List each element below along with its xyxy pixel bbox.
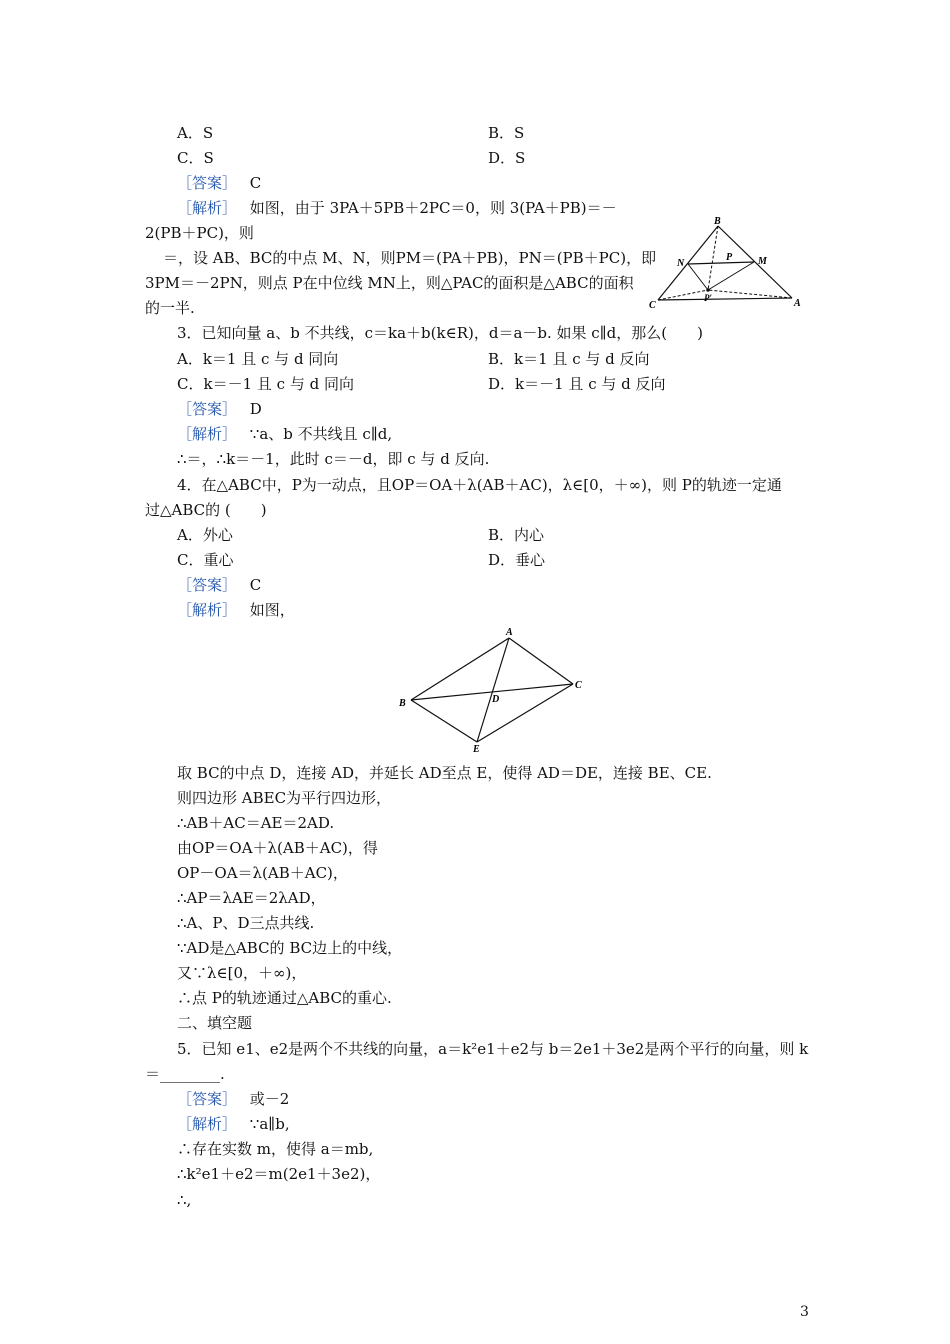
q2-answer: C bbox=[249, 174, 262, 192]
answer-tag: ［答案］ bbox=[177, 400, 238, 418]
q3-option-c: C．k＝－1 且 c 与 d 同向 bbox=[177, 375, 354, 393]
q4-step-8: ∵AD是△ABC的 BC边上的中线， bbox=[177, 939, 403, 957]
q2-analysis-line1: 如图，由于 3PA＋5PB＋2PC＝0，则 3(PA＋PB)＝－ bbox=[249, 199, 617, 217]
parallelogram-figure bbox=[395, 624, 595, 754]
q3-option-b: B．k＝1 且 c 与 d 反向 bbox=[488, 350, 650, 368]
q4-step-6: ∴AP＝λAE＝2λAD， bbox=[177, 889, 326, 907]
q3-analysis-line1: ∵a、b 不共线且 c∥d, bbox=[249, 425, 393, 443]
edge-ab bbox=[411, 638, 509, 700]
q2-analysis-row bbox=[177, 198, 617, 218]
label-c: C bbox=[575, 680, 582, 691]
page-number: 3 bbox=[800, 1304, 809, 1320]
label-p: P bbox=[726, 252, 733, 263]
segment-pm bbox=[708, 262, 754, 290]
q2-analysis-line3: ＝，设 AB、BC的中点 M、N，则PM＝(PA＋PB)，PN＝(PB＋PC)，即 bbox=[163, 249, 657, 267]
q5-stem-line1: 5．已知 e1、e2是两个不共线的向量，a＝k²e1＋e2与 b＝2e1＋3e2是两个平行的向量，则 k bbox=[177, 1040, 809, 1058]
q3-answer: D bbox=[249, 400, 262, 418]
q3-analysis-line2: ∴＝，∴k＝－1，此时 c＝－d，即 c 与 d 反向. bbox=[177, 450, 490, 468]
q4-stem-line2: 过△ABC的 ( ) bbox=[145, 501, 267, 519]
label-a: A bbox=[506, 627, 513, 638]
q2-option-d: D．S bbox=[488, 149, 526, 167]
edge-ce bbox=[477, 684, 573, 742]
answer-tag: ［答案］ bbox=[177, 174, 238, 192]
q2-analysis-line4: 3PM＝－2PN，则点 P在中位线 MN上，则△PAC的面积是△ABC的面积 bbox=[145, 274, 634, 292]
midline-nm bbox=[688, 262, 754, 264]
q4-step-10: ∴点 P的轨迹通过△ABC的重心. bbox=[177, 989, 392, 1007]
triangle-figure bbox=[648, 214, 808, 310]
q2-answer-row bbox=[177, 173, 261, 193]
q4-option-c: C．重心 bbox=[177, 551, 234, 569]
q5-analysis-line1: ∵a∥b, bbox=[249, 1115, 290, 1133]
q2-option-c: C．S bbox=[177, 149, 214, 167]
label-a: A bbox=[794, 298, 801, 309]
label-b: B bbox=[399, 698, 406, 709]
q5-analysis-line2: ∴存在实数 m，使得 a＝mb, bbox=[177, 1140, 374, 1158]
label-b: B bbox=[714, 216, 721, 227]
q4-step-7: ∴A、P、D三点共线. bbox=[177, 914, 315, 932]
label-c: C bbox=[649, 300, 656, 310]
point-p-prime bbox=[706, 288, 710, 292]
q4-step-3: ∴AB＋AC＝AE＝2AD. bbox=[177, 814, 335, 832]
label-e: E bbox=[473, 744, 480, 754]
q3-answer-row bbox=[177, 399, 262, 419]
diagonal-ae bbox=[477, 638, 509, 742]
analysis-tag: ［解析］ bbox=[177, 425, 238, 443]
q5-analysis-line3: ∴k²e1＋e2＝m(2e1＋3e2)， bbox=[177, 1165, 381, 1183]
label-d: D bbox=[492, 694, 500, 705]
analysis-tag: ［解析］ bbox=[177, 199, 238, 217]
q5-stem-line2: ＝________. bbox=[145, 1065, 225, 1083]
q2-option-b: B．S bbox=[488, 124, 525, 142]
q5-answer-row bbox=[177, 1089, 289, 1109]
q3-option-a: A．k＝1 且 c 与 d 同向 bbox=[177, 350, 339, 368]
q3-option-d: D．k＝－1 且 c 与 d 反向 bbox=[488, 375, 666, 393]
q4-step-9: 又∵λ∈[0，＋∞)， bbox=[177, 964, 307, 982]
q5-answer: 或－2 bbox=[249, 1090, 290, 1108]
q4-option-b: B．内心 bbox=[488, 526, 545, 544]
q3-stem: 3．已知向量 a、b 不共线，c＝ka＋b(k∈R)，d＝a－b. 如果 c∥d，那么( ) bbox=[177, 324, 703, 342]
q4-stem-line1: 4．在△ABC中，P为一动点，且OP＝OA＋λ(AB＋AC)，λ∈[0，＋∞)，则 P的轨迹一定通 bbox=[177, 476, 782, 494]
segment-ap bbox=[708, 290, 792, 298]
label-n: N bbox=[677, 258, 685, 269]
segment-np bbox=[688, 264, 708, 290]
q4-figure-intro: 如图， bbox=[249, 601, 295, 619]
q4-answer-row bbox=[177, 575, 261, 595]
q2-option-a: A．S bbox=[177, 124, 214, 142]
analysis-tag: ［解析］ bbox=[177, 1115, 238, 1133]
q5-analysis-row bbox=[177, 1114, 290, 1134]
edge-ac bbox=[509, 638, 573, 684]
q2-analysis-line5: 的一半. bbox=[145, 299, 195, 317]
q3-analysis-row bbox=[177, 424, 392, 444]
edge-ca bbox=[658, 298, 792, 300]
analysis-tag: ［解析］ bbox=[177, 601, 238, 619]
label-m: M bbox=[758, 256, 767, 267]
answer-tag: ［答案］ bbox=[177, 1090, 238, 1108]
q4-option-a: A．外心 bbox=[177, 526, 233, 544]
q4-option-d: D．垂心 bbox=[488, 551, 546, 569]
section-title: 二、填空题 bbox=[177, 1014, 253, 1032]
label-p-prime: P′ bbox=[704, 293, 713, 303]
q4-analysis-row bbox=[177, 600, 295, 620]
q4-answer: C bbox=[249, 576, 262, 594]
q2-analysis-line2: 2(PB＋PC)，则 bbox=[145, 224, 254, 242]
answer-tag: ［答案］ bbox=[177, 576, 238, 594]
q4-step-2: 则四边形 ABEC为平行四边形， bbox=[177, 789, 392, 807]
q4-step-1: 取 BC的中点 D，连接 AD，并延长 AD至点 E，使得 AD＝DE，连接 BE、CE. bbox=[177, 764, 712, 782]
q4-step-4: 由OP＝OA＋λ(AB＋AC)，得 bbox=[177, 839, 378, 857]
q4-step-5: OP－OA＝λ(AB＋AC)， bbox=[177, 864, 348, 882]
edge-be bbox=[411, 700, 477, 742]
q5-analysis-line4: ∴, bbox=[177, 1191, 192, 1209]
